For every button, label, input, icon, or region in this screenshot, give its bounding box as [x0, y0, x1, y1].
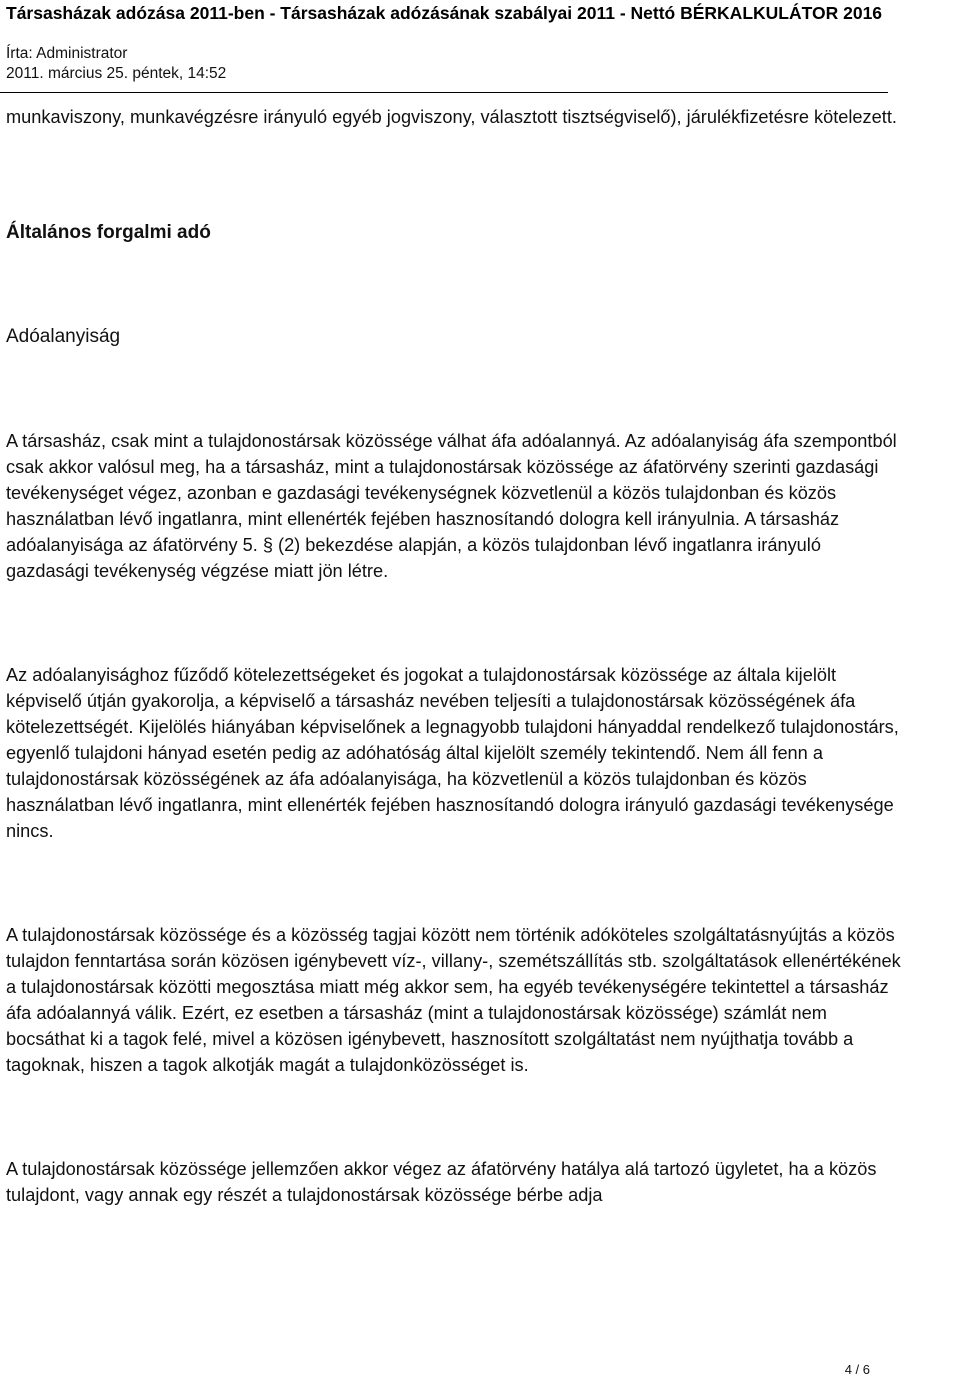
date-line: 2011. március 25. péntek, 14:52 — [6, 65, 227, 82]
paragraph-3: A tulajdonostársak közössége és a közösség tagjai között nem történik adóköteles szolgáltatásnyújtás a közös tulajdon fenntartása során közösen igénybevett víz-, villany-, szemétszállítás stb. szolgáltatások ellenértékének a tulajdonostársak közötti megosztása miatt még akkor sem, ha egyéb tevékenységére tekintettel a társasház áfa adóalannyá válik. Ezért, ez esetben a társasház (mint a tulajdonostársak közössége) számlát nem bocsáthat ki a tagok felé, mivel a közösen igénybevett, hasznosított szolgáltatást nem nyújthatja tovább a tagoknak, hiszen a tagok alkotják magát a tulajdonközösséget is. — [6, 925, 901, 1075]
paragraph-2: Az adóalanyisághoz fűződő kötelezettségeket és jogokat a tulajdonostársak közössége az általa kijelölt képviselő útján gyakorolja, a képviselő a társasház nevében teljesíti a tulajdonostársak közösségének áfa kötelezettségét. Kijelölés hiányában képviselőnek a legnagyobb tulajdoni hányaddal rendelkező tulajdonostárs, egyenlő tulajdoni hányad esetén pedig az adóhatóság által kijelölt személy tekintendő. Nem áll fenn a tulajdonostársak közösségének az áfa adóalanyisága, ha közvetlenül a közös tulajdonban és közös használatban lévő ingatlanra, mint ellenérték fejében hasznosítandó dologra irányuló gazdasági tevékenysége nincs. — [6, 665, 899, 841]
header-divider — [0, 92, 888, 93]
intro-paragraph: munkaviszony, munkavégzésre irányuló egyéb jogviszony, választott tisztségviselő), járulékfizetésre kötelezett. — [6, 107, 897, 127]
paragraph-1 — [6, 428, 906, 584]
section-heading-afa: Általános forgalmi adó — [6, 222, 211, 243]
subsection-heading-adoalanyisag: Adóalanyiság — [6, 326, 121, 347]
section-sign: § — [262, 535, 273, 555]
paragraph-1-text-b: (2) bekezdése alapján, a közös tulajdonban lévő ingatlanra irányuló gazdasági tevékenység végzése miatt jön létre. — [6, 535, 821, 581]
author-line: Írta: Administrator — [6, 45, 128, 62]
paragraph-4: A tulajdonostársak közössége jellemzően akkor végez az áfatörvény hatálya alá tartozó ügyletet, ha a közös tulajdont, vagy annak egy részét a tulajdonostársak közössége bérbe adja — [6, 1159, 877, 1205]
page-number: 4 / 6 — [844, 1362, 870, 1377]
document-title: Társasházak adózása 2011-ben - Társasházak adózásának szabályai 2011 - Nettó BÉRKALKULÁTOR 2016 — [6, 3, 883, 23]
article-body — [6, 104, 906, 1208]
page-header — [6, 2, 956, 84]
paragraph-1-text-a: A társasház, csak mint a tulajdonostársak közössége válhat áfa adóalannyá. Az adóalanyiság áfa szempontból csak akkor valósul meg, ha a társasház, mint a tulajdonostársak közössége az áfatörvény szerinti gazdasági tevékenységet végez, azonban e gazdasági tevékenységnek közvetlenül a közös tulajdonban és közös használatban lévő ingatlanra, mint ellenérték fejében hasznosítandó dologra kell irányulnia. A társasház adóalanyisága az áfatörvény 5. — [6, 431, 897, 555]
